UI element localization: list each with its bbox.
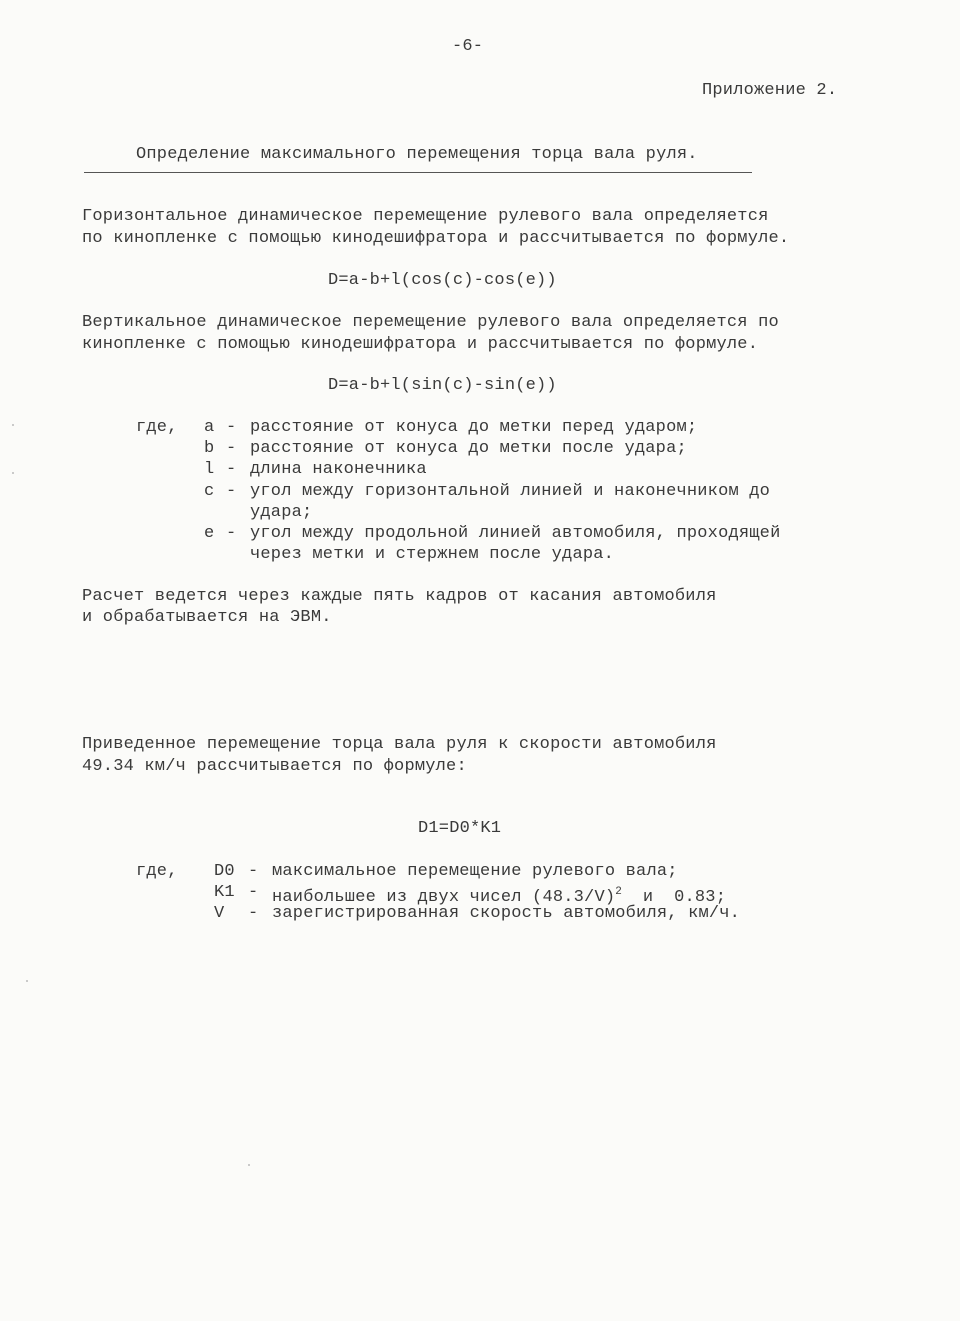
def-text-c-cont: удара; (250, 503, 313, 522)
where-label-1: где, (136, 418, 178, 437)
def-text-a: расстояние от конуса до метки перед ударом; (250, 418, 698, 437)
formula-vertical: D=a-b+l(sin(c)-sin(e)) (328, 376, 557, 395)
document-title: Определение максимального перемещения торца вала руля. (136, 145, 698, 164)
def-sym-k1: K1 (214, 883, 235, 902)
scan-speck (12, 424, 14, 426)
def-dash: - (226, 418, 237, 437)
formula-reduced: D1=D0*K1 (418, 819, 502, 838)
para1-line1: Горизонтальное динамическое перемещение рулевого вала определяется (82, 207, 769, 226)
para3-line1: Расчет ведется через каждые пять кадров от касания автомобиля (82, 587, 717, 606)
para4-line2: 49.34 км/ч рассчитывается по формуле: (82, 757, 467, 776)
def-dash: - (226, 460, 237, 479)
def-sym-d0: D0 (214, 862, 235, 881)
def-sym-v: V (214, 904, 225, 923)
def-dash: - (226, 439, 237, 458)
def-sym-a: a (204, 418, 215, 437)
title-underline (84, 172, 752, 173)
scan-speck (26, 980, 28, 982)
def-text-v: зарегистрированная скорость автомобиля, км/ч. (272, 904, 741, 923)
def-text-k1-main: наибольшее из двух чисел (48.3/V) (272, 888, 616, 907)
formula-horizontal: D=a-b+l(cos(c)-cos(e)) (328, 271, 557, 290)
where-label-2: где, (136, 862, 178, 881)
page-number: -6- (452, 37, 484, 56)
para1-line2: по кинопленке с помощью кинодешифратора и рассчитывается по формуле. (82, 229, 790, 248)
scan-speck (248, 1164, 250, 1166)
def-sym-c: c (204, 482, 215, 501)
para4-line1: Приведенное перемещение торца вала руля к скорости автомобиля (82, 735, 717, 754)
def-dash: - (226, 524, 237, 543)
def-text-c: угол между горизонтальной линией и наконечником до (250, 482, 771, 501)
scan-speck (12, 472, 14, 474)
para2-line1: Вертикальное динамическое перемещение рулевого вала определяется по (82, 313, 779, 332)
def-dash: - (248, 883, 259, 902)
def-sym-b: b (204, 439, 215, 458)
def-text-d0: максимальное перемещение рулевого вала; (272, 862, 678, 881)
para2-line2: кинопленке с помощью кинодешифратора и рассчитывается по формуле. (82, 335, 759, 354)
para3-line2: и обрабатывается на ЭВМ. (82, 608, 332, 627)
def-text-b: расстояние от конуса до метки после удара; (250, 439, 687, 458)
def-sym-l: l (204, 460, 215, 479)
def-text-e: угол между продольной линией автомобиля, проходящей (250, 524, 781, 543)
def-text-e-cont: через метки и стержнем после удара. (250, 545, 615, 564)
def-dash: - (226, 482, 237, 501)
appendix-label: Приложение 2. (702, 81, 838, 100)
def-dash: - (248, 862, 259, 881)
def-text-k1-after: и 0.83; (642, 888, 727, 907)
def-text-k1-superscript: 2 (615, 886, 623, 898)
def-text-l: длина наконечника (250, 460, 427, 479)
def-dash: - (248, 904, 259, 923)
def-sym-e: e (204, 524, 215, 543)
